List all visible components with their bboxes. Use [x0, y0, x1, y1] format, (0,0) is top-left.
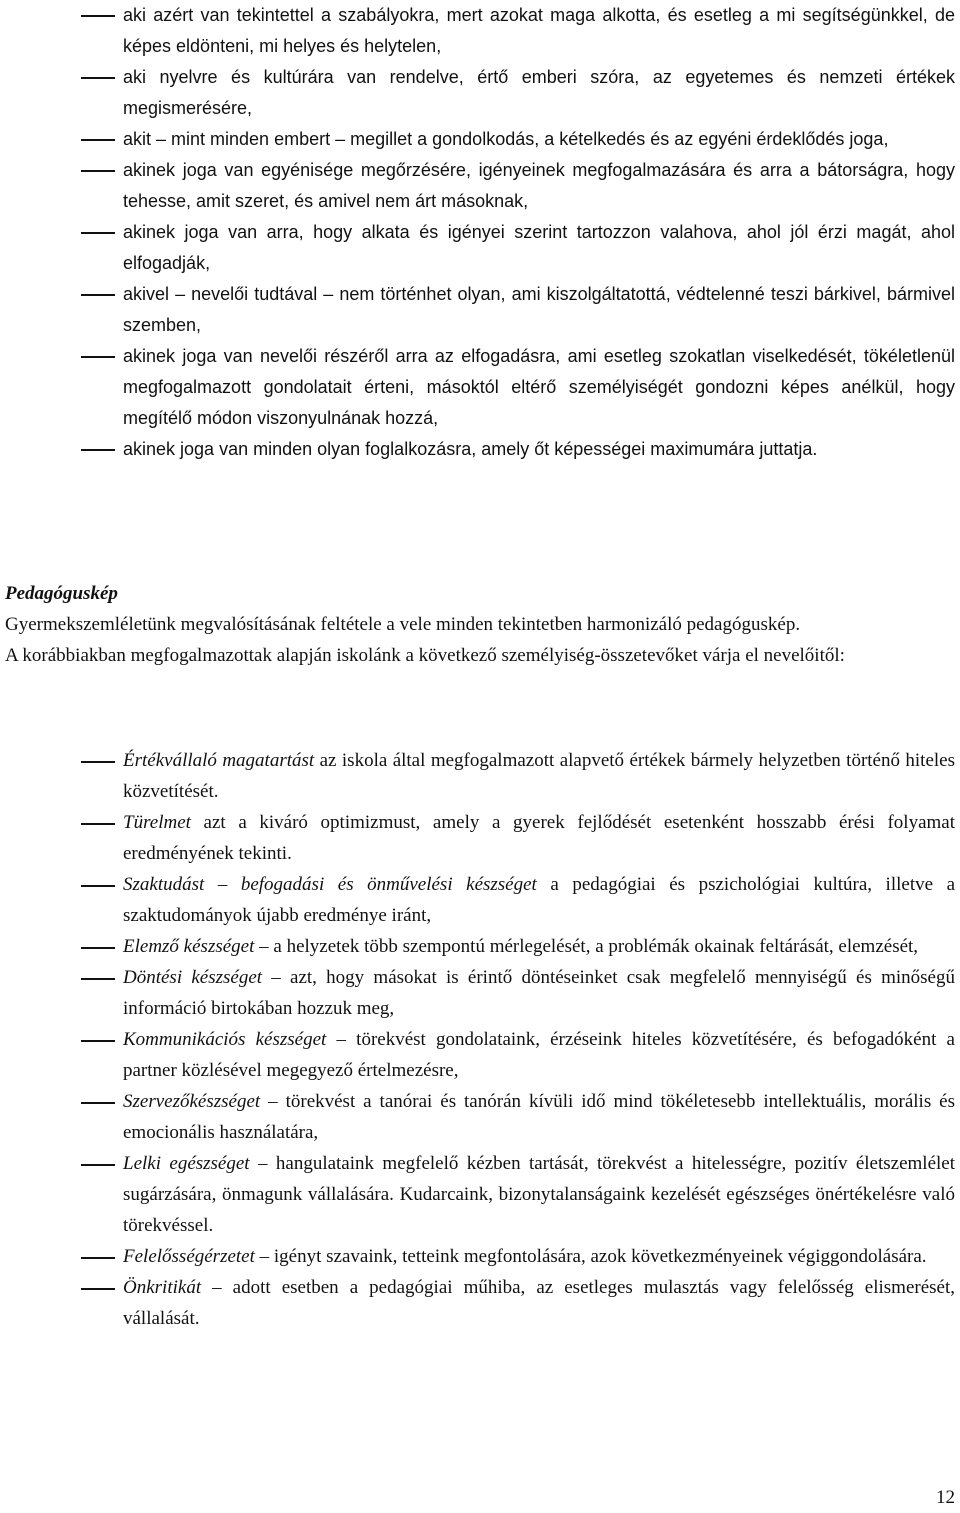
competency-description: – azt, hogy másokat is érintő döntéseinket csak megfelelő mennyiségű és minőségű információ birtokában hozzuk meg,	[123, 967, 955, 1019]
competency-description: a pedagógiai és pszichológiai kultúra, illetve a szaktudományok újabb eredménye iránt,	[123, 874, 955, 926]
competency-description: – törekvést gondolataink, érzéseink hiteles közvetítésére, és befogadóként a partner közlésével megegyező értelmezésre,	[123, 1029, 955, 1081]
list-item-text	[123, 807, 955, 869]
dash-bullet	[81, 1257, 115, 1259]
dash-bullet	[81, 232, 115, 234]
competency-term: Kommunikációs készséget	[123, 1029, 327, 1050]
competency-term: Felelősségérzetet	[123, 1246, 255, 1267]
competency-description: – adott esetben a pedagógiai műhiba, az esetleges mulasztás vagy felelősség elismerését, vállalását.	[123, 1277, 955, 1329]
pedagogue-image-section	[5, 578, 955, 671]
list-item-text: akinek joga van minden olyan foglalkozásra, amely őt képességei maximumára juttatja.	[123, 439, 818, 459]
dash-bullet	[81, 1040, 115, 1042]
dash-bullet	[81, 449, 115, 451]
competency-term: Lelki egészséget	[123, 1153, 250, 1174]
list-item	[0, 434, 960, 465]
dash-bullet	[81, 15, 115, 17]
competency-term: Elemző készséget	[123, 936, 255, 957]
competency-description: – hangulataink megfelelő kézben tartását, törekvést a hitelességre, pozitív életszemlélet sugárzására, önmagunk vállalására. Kudarcaink, bizonytalanságaink kezelését egészséges önértékelésre való törekvéssel.	[123, 1153, 956, 1236]
dash-bullet	[81, 1288, 115, 1290]
dash-bullet	[81, 1102, 115, 1104]
list-item	[0, 807, 960, 869]
page-number: 12	[936, 1487, 955, 1508]
list-item	[0, 931, 960, 962]
dash-bullet	[81, 947, 115, 949]
list-item-text	[123, 1024, 955, 1086]
list-item	[0, 745, 960, 807]
list-item	[0, 1086, 960, 1148]
section-heading: Pedagóguskép	[5, 583, 118, 604]
list-item-text	[123, 745, 955, 807]
list-item-text	[123, 1272, 955, 1334]
dash-bullet	[81, 978, 115, 980]
dash-bullet	[81, 761, 115, 763]
list-item	[0, 62, 960, 124]
list-item	[0, 155, 960, 217]
competency-description: – igényt szavaink, tetteink megfontolására, azok következményeinek végiggondolására.	[254, 1246, 927, 1267]
list-item-text: akivel – nevelői tudtával – nem történhet olyan, ami kiszolgáltatottá, védtelenné teszi bárkivel, bármivel szemben,	[123, 284, 955, 335]
list-item	[0, 217, 960, 279]
competency-description: azt a kiváró optimizmust, amely a gyerek fejlődését esetenként hosszabb érési folyamat eredményének tekinti.	[123, 812, 955, 864]
list-item-text: akinek joga van nevelői részéről arra az elfogadásra, ami esetleg szokatlan viselkedését, tökéletlenül megfogalmazott gondolatait érteni, másoktól eltérő személyiségét gondozni képes anélkül, hogy megítélő módon viszonyulnának hozzá,	[123, 346, 955, 428]
competency-term: Szaktudást – befogadási és önművelési készséget	[123, 874, 537, 895]
dash-bullet	[81, 170, 115, 172]
dash-bullet	[81, 823, 115, 825]
list-item	[0, 1148, 960, 1241]
competency-term: Döntési készséget	[123, 967, 263, 988]
list-item	[0, 869, 960, 931]
list-item-text	[123, 1148, 955, 1241]
competency-term: Szervezőkészséget	[123, 1091, 261, 1112]
list-item	[0, 0, 960, 62]
competency-term: Önkritikát	[123, 1277, 202, 1298]
list-item	[0, 124, 960, 155]
list-item	[0, 1024, 960, 1086]
list-item-text: akinek joga van arra, hogy alkata és igényei szerint tartozzon valahova, ahol jól érzi magát, ahol elfogadják,	[123, 222, 955, 273]
list-item-text	[123, 1086, 955, 1148]
list-item-text	[123, 869, 955, 931]
list-item-text: aki nyelvre és kultúrára van rendelve, értő emberi szóra, az egyetemes és nemzeti értékek megismerésére,	[123, 67, 955, 118]
list-item-text	[123, 1241, 955, 1272]
list-item-text	[123, 962, 955, 1024]
competency-list	[0, 745, 960, 1334]
list-item	[0, 279, 960, 341]
list-item-text: akit – mint minden embert – megillet a gondolkodás, a kételkedés és az egyéni érdeklődés joga,	[123, 129, 889, 149]
list-item-text	[123, 931, 955, 962]
list-item-text: aki azért van tekintettel a szabályokra, mert azokat maga alkotta, és esetleg a mi segítségünkkel, de képes eldönteni, mi helyes és helytelen,	[123, 5, 955, 56]
list-item-text: akinek joga van egyénisége megőrzésére, igényeinek megfogalmazására és arra a bátorságra, hogy tehesse, amit szeret, és amivel nem árt másoknak,	[123, 160, 955, 211]
dash-bullet	[81, 294, 115, 296]
list-item	[0, 1272, 960, 1334]
dash-bullet	[81, 1164, 115, 1166]
dash-bullet	[81, 885, 115, 887]
list-item	[0, 1241, 960, 1272]
dash-bullet	[81, 356, 115, 358]
competency-term: Türelmet	[123, 812, 191, 833]
competency-description: – a helyzetek több szempontú mérlegelését, a problémák okainak feltárását, elemzését,	[254, 936, 919, 957]
competency-description: az iskola által megfogalmazott alapvető értékek bármely helyzetben történő hiteles közvetítését.	[123, 750, 956, 802]
competency-term: Értékvállaló magatartást	[123, 750, 315, 771]
rights-list	[0, 0, 960, 465]
list-item	[0, 962, 960, 1024]
section-paragraph: A korábbiakban megfogalmazottak alapján iskolánk a következő személyiség-összetevőket várja el nevelőitől:	[5, 645, 845, 666]
section-paragraph: Gyermekszemléletünk megvalósításának feltétele a vele minden tekintetben harmonizáló pedagóguskép.	[5, 614, 801, 635]
dash-bullet	[81, 139, 115, 141]
competency-description: – törekvést a tanórai és tanórán kívüli idő mind tökéletesebb intellektuális, morális és emocionális használatára,	[123, 1091, 955, 1143]
dash-bullet	[81, 77, 115, 79]
list-item	[0, 341, 960, 434]
